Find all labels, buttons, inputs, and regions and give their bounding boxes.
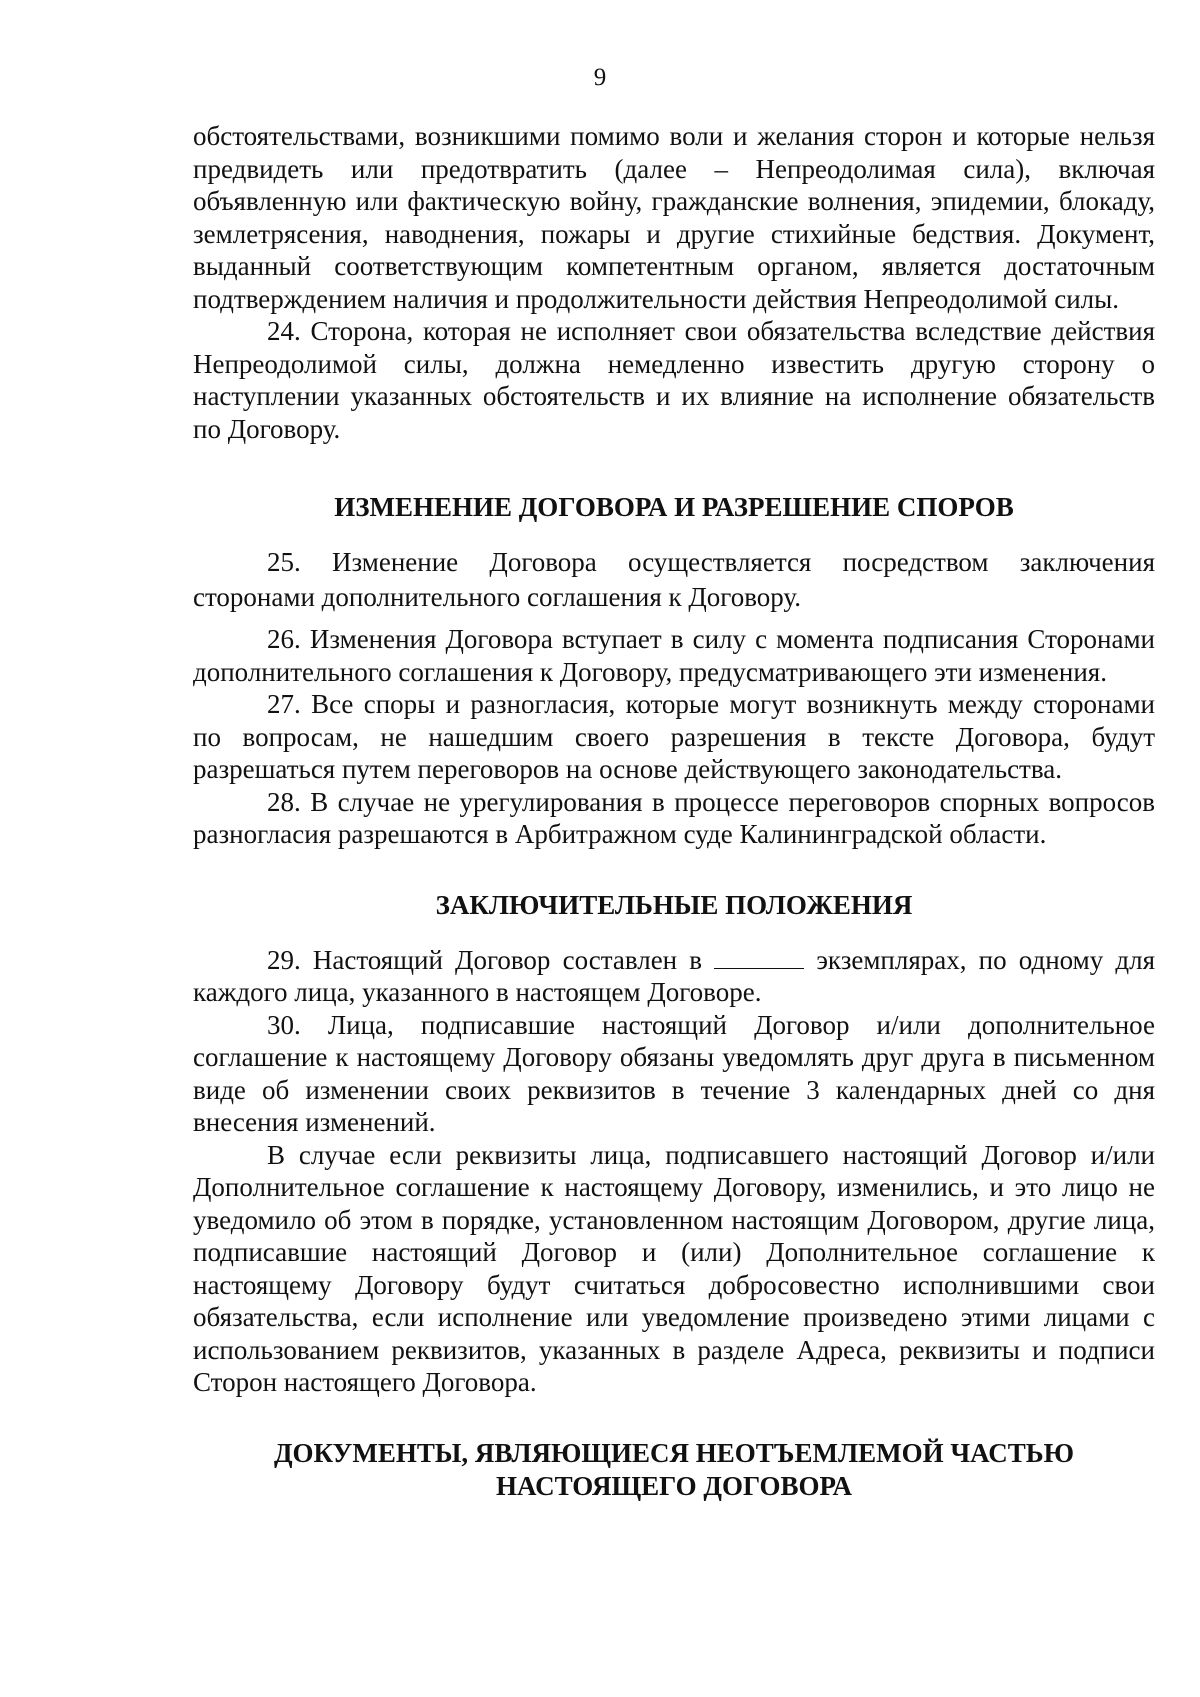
page-number: 9 [593, 64, 607, 91]
paragraph-29-start: 29. Настоящий Договор составлен в [267, 944, 703, 975]
paragraph-28: 28. В случае не урегулирования в процессе переговоров спорных вопросов разногласия разрешаются в Арбитражном суде Калининградской области. [193, 786, 1155, 849]
section-heading-amendments-disputes: ИЗМЕНЕНИЕ ДОГОВОРА И РАЗРЕШЕНИЕ СПОРОВ [334, 492, 1014, 522]
paragraph-force-majeure-continuation: обстоятельствами, возникшими помимо воли и желания сторон и которые нельзя предвидеть или предотвратить (далее – Непреодолимая сила), включая объявленную или фактическую войну, гражданские волнения, эпидемии, блокаду, землетрясения, наводнения, пожары и другие стихийные бедствия. Документ, выданный соответствующим компетентным органом, является достаточным подтверждением наличия и продолжительности действия Непреодолимой силы. [193, 121, 1155, 314]
paragraph-30: 30. Лица, подписавшие настоящий Договор и/или дополнительное соглашение к настоящему Договору обязаны уведомлять друг друга в письменном виде об изменении своих реквизитов в течение 3 календарных дней со дня внесения изменений. [193, 1009, 1155, 1137]
copies-count-blank [714, 948, 804, 969]
paragraph-25: 25. Изменение Договора осуществляется посредством заключения сторонами дополнительного соглашения к Договору. [193, 547, 1155, 612]
paragraph-24: 24. Сторона, которая не исполняет свои обязательства вследствие действия Непреодолимой силы, должна немедленно известить другую сторону о наступлении указанных обстоятельств и их влияние на исполнение обязательств по Договору. [193, 316, 1155, 444]
paragraph-29-end: экземплярах, по одному для каждого лица, указанного в настоящем Договоре. [193, 944, 1156, 1007]
heading-line-2: НАСТОЯЩЕГО ДОГОВОРА [495, 1470, 852, 1501]
paragraph-30-continuation: В случае если реквизиты лица, подписавшего настоящий Договор и/или Дополнительное соглашение к настоящему Договору, изменились, и это лицо не уведомило об этом в порядке, установленном настоящим Договором, другие лица, подписавшие настоящий Договор и (или) Дополнительное соглашение к настоящему Договору будут считаться добросовестно исполнившими свои обязательства, если исполнение или уведомление произведено этими лицами с использованием реквизитов, указанных в разделе Адреса, реквизиты и подписи Сторон настоящего Договора. [193, 1139, 1155, 1397]
paragraph-29 [193, 944, 1155, 1009]
heading-line-1: ДОКУМЕНТЫ, ЯВЛЯЮЩИЕСЯ НЕОТЪЕМЛЕМОЙ ЧАСТЬЮ [273, 1437, 1075, 1468]
paragraph-26: 26. Изменения Договора вступает в силу с момента подписания Сторонами дополнительного соглашения к Договору, предусматривающего эти изменения. [193, 624, 1155, 687]
section-heading-integral-documents [193, 1437, 1155, 1503]
document-body [193, 120, 1155, 1503]
section-heading-final-provisions: ЗАКЛЮЧИТЕЛЬНЫЕ ПОЛОЖЕНИЯ [435, 889, 913, 920]
paragraph-27: 27. Все споры и разногласия, которые могут возникнуть между сторонами по вопросам, не нашедшим своего разрешения в тексте Договора, будут разрешаться путем переговоров на основе действующего законодательства. [193, 689, 1155, 784]
